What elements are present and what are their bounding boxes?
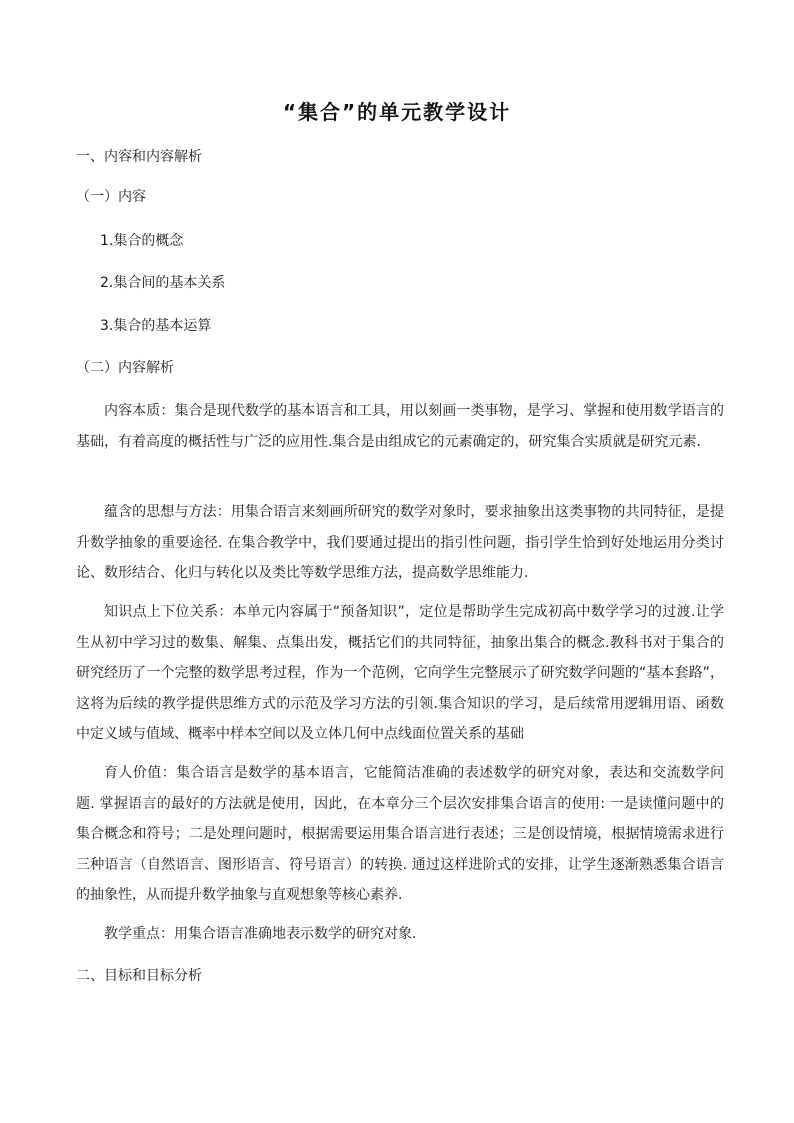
subsection-heading-analysis: （二）内容解析 [76, 360, 174, 376]
subsection-heading-content: （一）内容 [76, 189, 146, 205]
paragraph-educational-value: 育人价值：集合语言是数学的基本语言，它能简洁准确的表述数学的研究对象，表达和交流数学问题. 掌握语言的最好的方法就是使用，因此，在本章分三个层次安排集合语言的使用: 一是读懂问题中的集合概念和符号；二是处理问题时，根据需要运用集合语言进行表述；三是创设情境，根据情境需求进行三种语言（自然语言、图形语言、符号语言）的转换. 通过这样进阶式的安排，让学生逐渐熟悉集合语言的抽象性，从而提升数学抽象与直观想象等核心素养. [76, 765, 724, 903]
section-heading-1: 一、内容和内容解析 [76, 149, 202, 165]
paragraph-methods: 蕴含的思想与方法：用集合语言来刻画所研究的数学对象时，要求抽象出这类事物的共同特征，是提升数学抽象的重要途径. 在集合教学中，我们要通过提出的指引性问题，指引学生恰到好处地运用分类讨论、数形结合、化归与转化以及类比等数学思维方法，提高数学思维能力. [76, 504, 724, 581]
paragraph-key-point: 教学重点：用集合语言准确地表示数学的研究对象. [104, 926, 417, 942]
paragraph-essence: 内容本质：集合是现代数学的基本语言和工具，用以刻画一类事物，是学习、掌握和使用数学语言的基础，有着高度的概括性与广泛的应用性.集合是由组成它的元素确定的，研究集合实质就是研究元素. [76, 403, 724, 450]
document-title: “集合”的单元教学设计 [282, 100, 512, 124]
list-item: 2.集合间的基本关系 [100, 275, 226, 291]
section-heading-2: 二、目标和目标分析 [76, 968, 202, 984]
paragraph-knowledge-relations: 知识点上下位关系：本单元内容属于“预备知识”，定位是帮助学生完成初高中数学学习的过渡.让学生从初中学习过的数集、解集、点集出发，概括它们的共同特征，抽象出集合的概念.教科书对于集合的研究经历了一个完整的数学思考过程，作为一个范例，它向学生完整展示了研究数学问题的“基本套路”，这将为后续的教学提供思维方式的示范及学习方法的引领.集合知识的学习，是后续常用逻辑用语、函数中定义域与值域、概率中样本空间以及立体几何中点线面位置关系的基础 [76, 604, 724, 742]
list-item: 3.集合的基本运算 [100, 318, 212, 334]
list-item: 1.集合的概念 [100, 233, 184, 249]
